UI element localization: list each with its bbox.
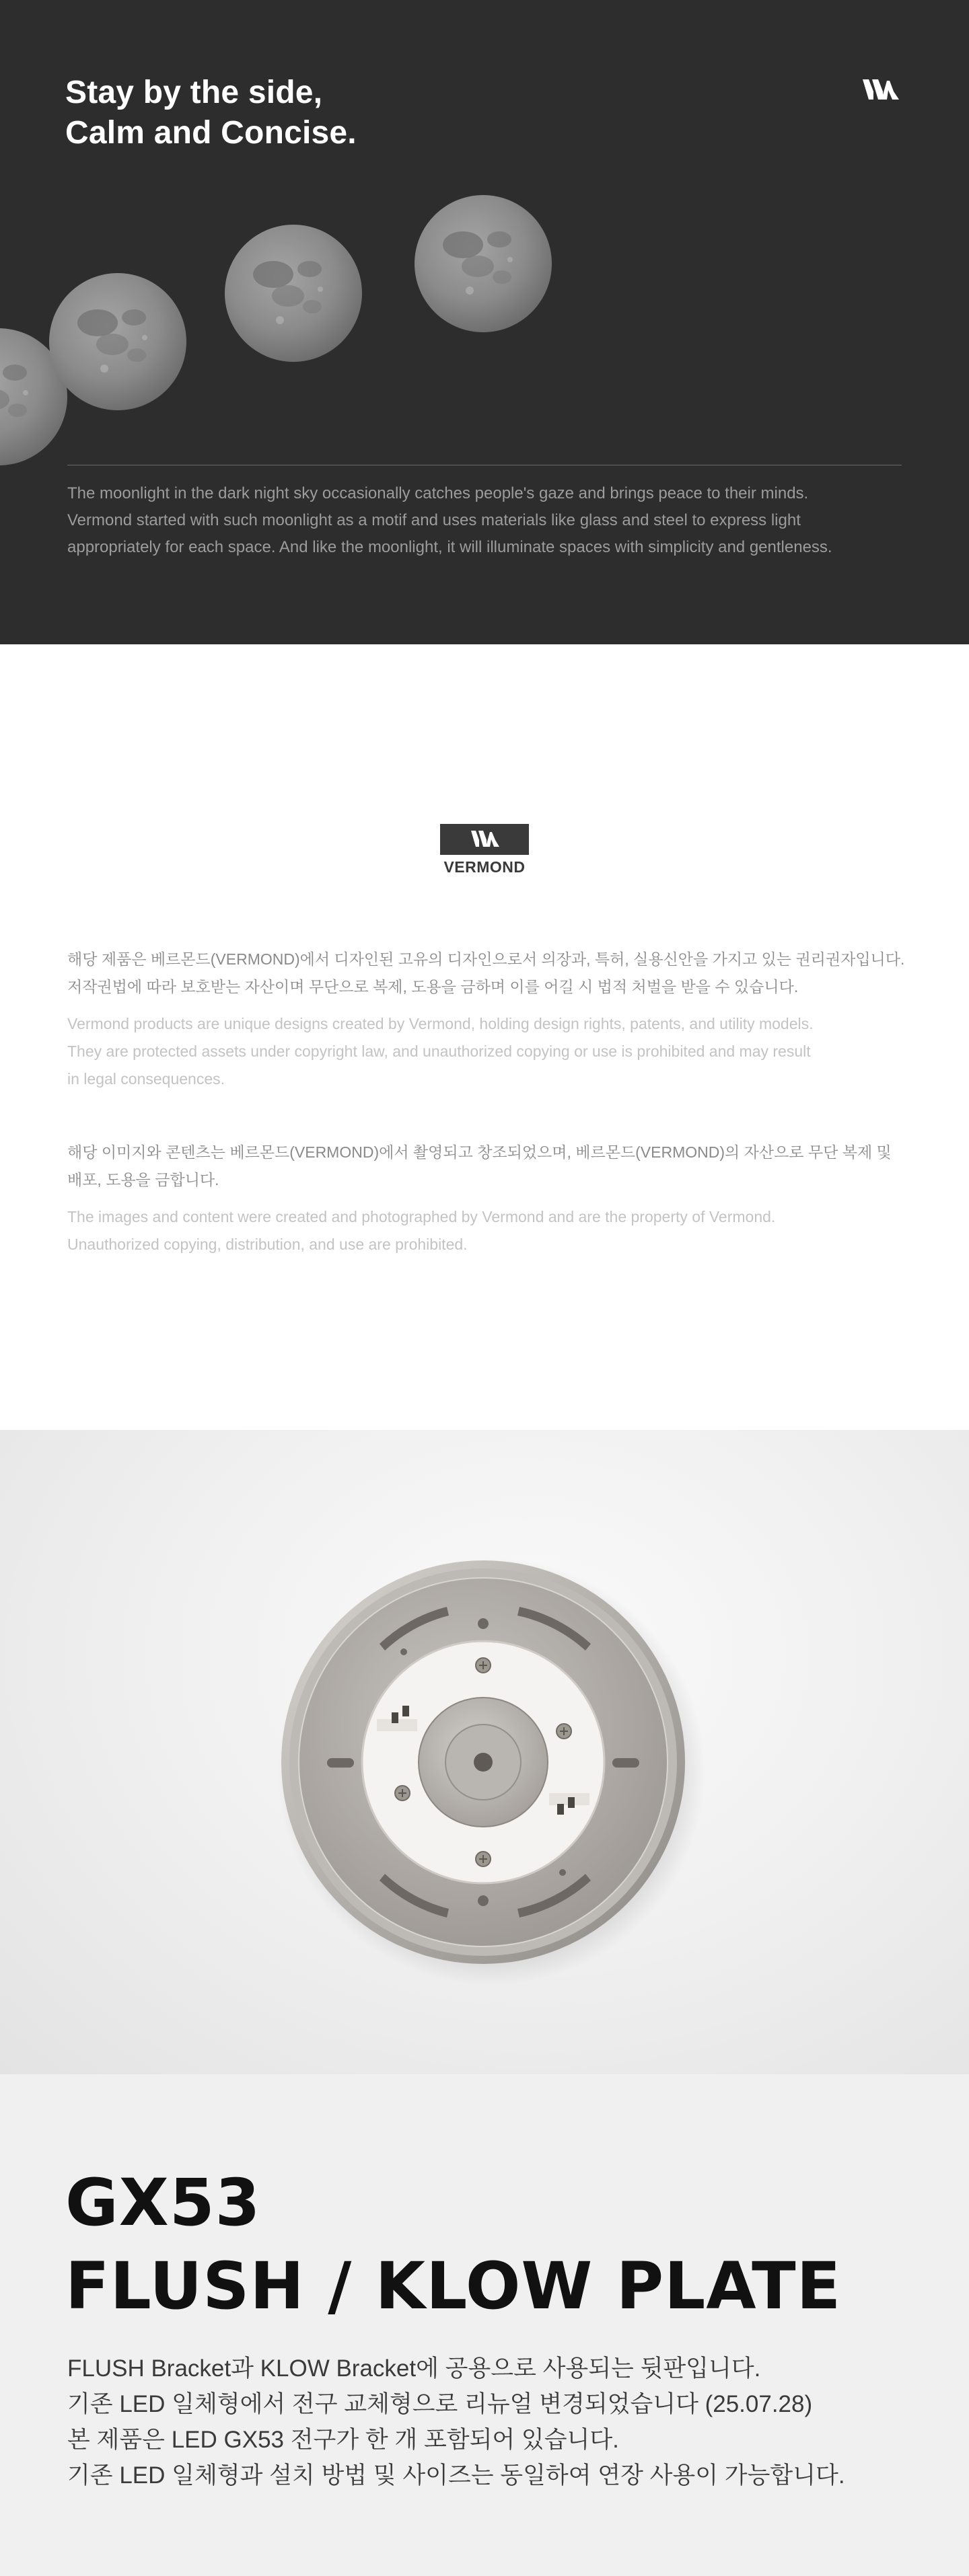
vermond-logo-icon <box>440 824 529 855</box>
product-title-line-1: GX53 <box>65 2165 261 2240</box>
hero-description-line-1: The moonlight in the dark night sky occasionally catches people's gaze and brings peace to their minds. <box>67 484 809 502</box>
product-description-line-2: 기존 LED 일체형에서 전구 교체형으로 리뉴얼 변경되었습니다 (25.07.28) <box>67 2391 813 2417</box>
design-rights-en-line-1: Vermond products are unique designs created by Vermond, holding design rights, patents, and utility models. <box>67 1015 814 1032</box>
hero-description-line-3: appropriately for each space. And like the moonlight, it will illuminate spaces with simplicity and gentleness. <box>67 538 832 556</box>
copyright-notice-section <box>0 644 969 1430</box>
product-description <box>67 2351 915 2493</box>
hero-title-line-2: Calm and Concise. <box>65 115 357 151</box>
moon-3 <box>225 225 362 362</box>
content-rights-ko-line-2: 배포, 도용을 금합니다. <box>67 1171 219 1188</box>
product-title-line-2: FLUSH / KLOW PLATE <box>65 2248 842 2324</box>
product-description-line-4: 기존 LED 일체형과 설치 방법 및 사이즈는 동일하여 연장 사용이 가능합니다. <box>67 2462 845 2489</box>
hero-description-line-2: Vermond started with such moonlight as a motif and uses materials like glass and steel to express light <box>67 511 801 529</box>
design-rights-ko-line-1: 해당 제품은 베르몬드(VERMOND)에서 디자인된 고유의 디자인으로서 의장과, 특허, 실용신안을 가지고 있는 권리권자입니다. <box>67 950 905 968</box>
product-description-line-1: FLUSH Bracket과 KLOW Bracket에 공용으로 사용되는 뒷판입니다. <box>67 2355 761 2382</box>
hero-description <box>67 480 915 561</box>
moon-4 <box>415 195 552 332</box>
moon-2 <box>49 273 186 410</box>
product-description-line-3: 본 제품은 LED GX53 전구가 한 개 포함되어 있습니다. <box>67 2427 619 2453</box>
gx53-plate-image <box>0 1430 969 2074</box>
design-rights-en-line-2: They are protected assets under copyright law, and unauthorized copying or use is prohibited and may result <box>67 1043 811 1060</box>
content-rights-en-line-1: The images and content were created and photographed by Vermond and are the property of Vermond. <box>67 1208 776 1225</box>
design-rights-ko-line-2: 저작권법에 따라 보호받는 자산이며 무단으로 복제, 도용을 금하며 이를 어길 시 법적 처벌을 받을 수 있습니다. <box>67 978 799 995</box>
brand-name: VERMOND <box>443 858 526 876</box>
design-rights-notice <box>67 946 915 1093</box>
product-title <box>65 2161 841 2328</box>
hero-section <box>0 0 969 644</box>
product-info-section <box>0 2074 969 2576</box>
design-rights-en-line-3: in legal consequences. <box>67 1070 225 1088</box>
content-rights-en-line-2: Unauthorized copying, distribution, and use are prohibited. <box>67 1236 468 1253</box>
content-rights-notice <box>67 1139 915 1258</box>
product-photo <box>0 1430 969 2074</box>
moon-phases-illustration <box>0 0 969 471</box>
content-rights-ko-line-1: 해당 이미지와 콘텐츠는 베르몬드(VERMOND)에서 촬영되고 창조되었으며, 베르몬드(VERMOND)의 자산으로 무단 복제 및 <box>67 1143 892 1161</box>
hero-title-line-1: Stay by the side, <box>65 75 323 110</box>
